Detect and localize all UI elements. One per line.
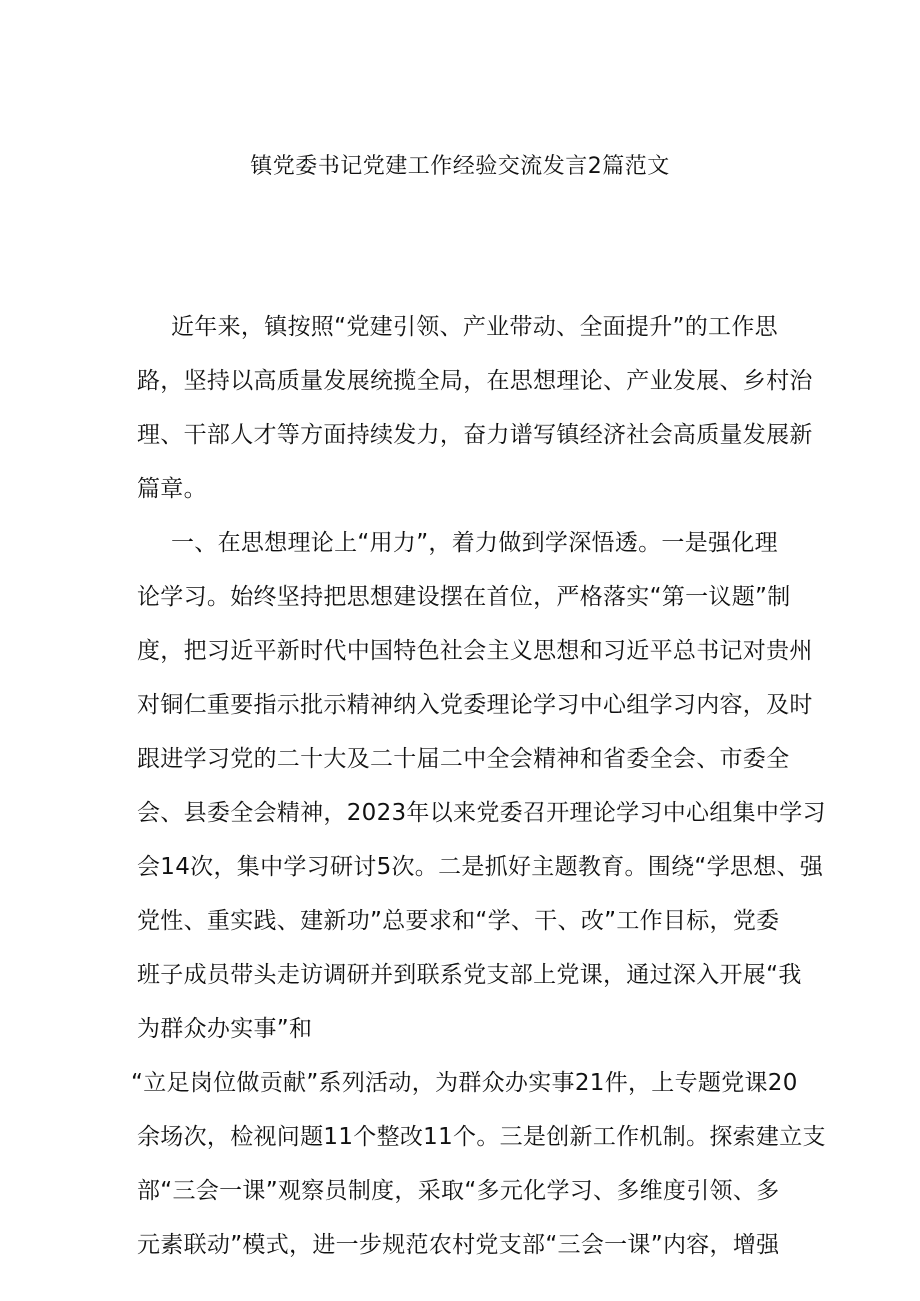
text-line: 党性、重实践、建新功”总要求和“学、干、改”工作目标，党委 — [137, 908, 780, 934]
text-line: 会、县委全会精神，2023年以来党委召开理论学习中心组集中学习 — [137, 800, 826, 826]
text-line: 篇章。 — [137, 476, 207, 502]
text-line: 路，坚持以高质量发展统揽全局，在思想理论、产业发展、乡村治 — [137, 368, 813, 394]
text-line: 近年来，镇按照“党建引领、产业带动、全面提升”的工作思 — [171, 314, 778, 340]
text-line: 为群众办实事”和 — [137, 1016, 313, 1042]
text-line: 一、在思想理论上“用力”，着力做到学深悟透。一是强化理 — [171, 530, 778, 556]
text-line: “立足岗位做贡献”系列活动，为群众办实事21件，上专题党课20 — [131, 1070, 798, 1096]
document-body — [131, 300, 826, 1272]
text-line: 理、干部人才等方面持续发力，奋力谱写镇经济社会高质量发展新 — [137, 422, 813, 448]
text-line: 班子成员带头走访调研并到联系党支部上党课，通过深入开展“我 — [137, 962, 802, 988]
text-line: 跟进学习党的二十大及二十届二中全会精神和省委全会、市委全 — [137, 746, 790, 772]
text-line: 部“三会一课”观察员制度，采取“多元化学习、多维度引领、多 — [137, 1178, 780, 1204]
text-line: 会14次，集中学习研讨5次。二是抓好主题教育。围绕“学思想、强 — [137, 854, 824, 880]
text-line: 论学习。始终坚持把思想建设摆在首位，严格落实“第一议题”制 — [137, 584, 791, 610]
text-line: 对铜仁重要指示批示精神纳入党委理论学习中心组学习内容，及时 — [137, 692, 813, 718]
text-line: 余场次，检视问题11个整改11个。三是创新工作机制。探索建立支 — [137, 1124, 826, 1150]
document-title: 镇党委书记党建工作经验交流发言2篇范文 — [250, 154, 670, 179]
text-line: 度，把习近平新时代中国特色社会主义思想和习近平总书记对贵州 — [137, 638, 813, 664]
text-line: 元素联动”模式，进一步规范农村党支部“三会一课”内容，增强 — [137, 1232, 780, 1258]
